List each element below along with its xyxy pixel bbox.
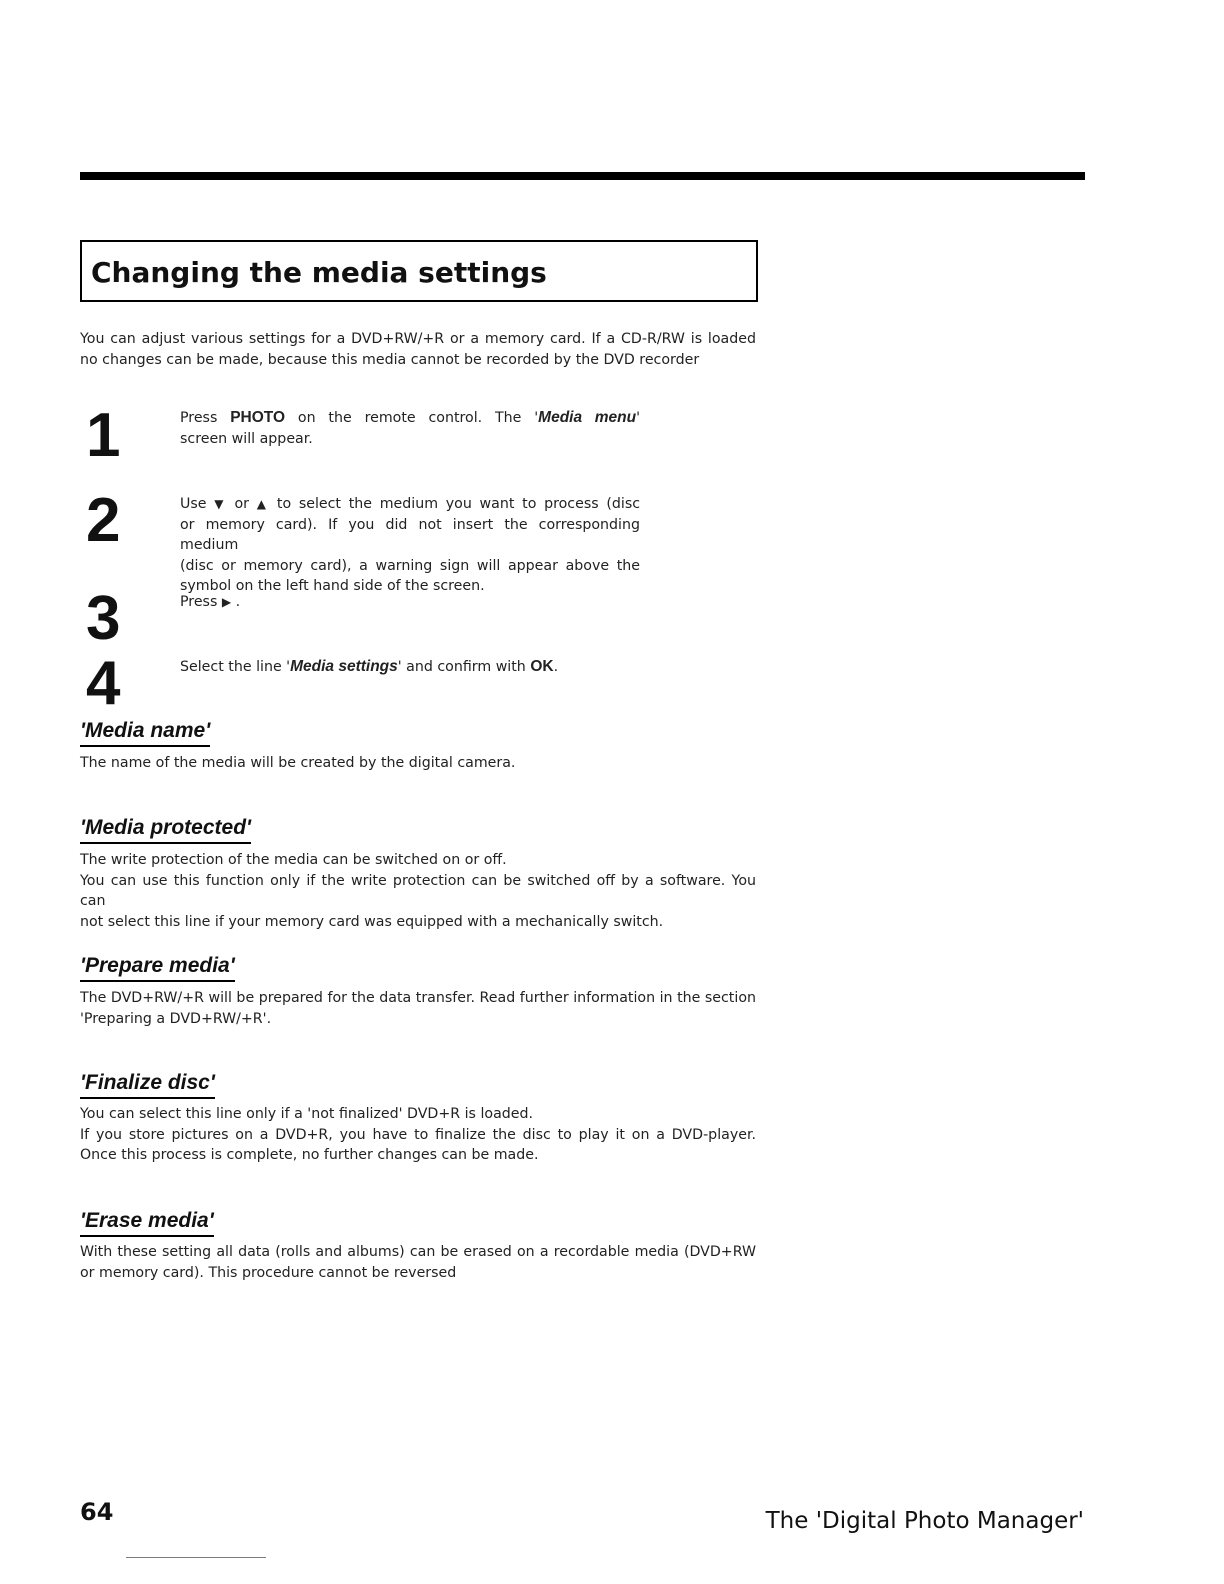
step-number: 3	[86, 584, 121, 653]
photo-key: PHOTO	[230, 409, 286, 426]
section-line: If you store pictures on a DVD+R, you have to finalize the disc to play it on a DVD-player.	[80, 1126, 756, 1143]
menu-item: Media settings	[290, 658, 398, 675]
ok-key: OK	[530, 658, 554, 675]
step-number: 2	[86, 486, 121, 555]
step-text-part: '	[636, 410, 640, 426]
top-rule	[80, 172, 1085, 180]
section-heading: 'Erase media'	[80, 1208, 214, 1237]
step-text-line: or memory card). If you did not insert the corresponding medium	[180, 516, 640, 553]
section-line: 'Preparing a DVD+RW/+R'.	[80, 1010, 272, 1027]
down-arrow-icon: ▼	[214, 497, 227, 511]
page-title: Changing the media settings	[91, 256, 547, 289]
step-text-part: to select the medium you want to process (disc	[276, 496, 641, 512]
step-text-part: ' and confirm with	[397, 659, 526, 675]
step-text-part: Press	[180, 594, 218, 610]
intro-line: You can adjust various settings for a DVD+RW/+R or a memory card. If a CD-R/RW is loaded	[80, 331, 756, 347]
section-line: You can select this line only if a 'not finalized' DVD+R is loaded.	[80, 1106, 534, 1122]
step-text-part: Press	[180, 410, 218, 426]
title-box	[80, 240, 758, 302]
step-number: 1	[86, 401, 121, 470]
section-line: not select this line if your memory card was equipped with a mechanically switch.	[80, 913, 664, 930]
section-line: You can use this function only if the write protection can be switched off by a software. You can	[80, 872, 756, 909]
step-text-line: screen will appear.	[180, 430, 313, 447]
section-heading: 'Media protected'	[80, 815, 251, 844]
section-body	[80, 850, 756, 932]
section-heading: 'Media name'	[80, 718, 210, 747]
page-number: 64	[80, 1498, 114, 1526]
step-text	[180, 657, 740, 678]
step-number: 4	[86, 649, 121, 718]
section-line: With these setting all data (rolls and albums) can be erased on a recordable media (DVD+RW	[80, 1244, 756, 1260]
right-arrow-icon: ▶	[221, 595, 232, 609]
step-text-part: or	[234, 496, 249, 512]
intro-paragraph	[80, 329, 756, 370]
section-heading: 'Prepare media'	[80, 953, 235, 982]
step-text-line: (disc or memory card), a warning sign will appear above the	[180, 557, 640, 574]
menu-name: Media menu	[538, 409, 637, 426]
section-line: Once this process is complete, no further changes can be made.	[80, 1147, 539, 1163]
step-text-part: Use	[180, 496, 207, 512]
section-line: The write protection of the media can be switched on or off.	[80, 852, 507, 868]
up-arrow-icon: ▲	[256, 497, 270, 511]
scan-artifact-line	[126, 1557, 266, 1558]
section-body	[80, 988, 756, 1029]
step-text-part: .	[553, 659, 559, 675]
section-body	[80, 1242, 756, 1283]
intro-line: no changes can be made, because this media cannot be recorded by the DVD recorder	[80, 351, 700, 368]
section-heading: 'Finalize disc'	[80, 1070, 215, 1099]
step-text-line: symbol on the left hand side of the screen.	[180, 578, 485, 594]
footer-chapter-title: The 'Digital Photo Manager'	[765, 1508, 1084, 1534]
section-body	[80, 753, 756, 774]
section-line: The DVD+RW/+R will be prepared for the data transfer. Read further information in the section	[80, 990, 756, 1006]
section-body	[80, 1104, 756, 1166]
step-text	[180, 494, 640, 597]
step-text	[180, 408, 640, 449]
step-text-part: Select the line '	[180, 659, 291, 675]
section-line: The name of the media will be created by the digital camera.	[80, 755, 516, 771]
section-line: or memory card). This procedure cannot be reversed	[80, 1264, 457, 1281]
step-text	[180, 592, 640, 613]
step-text-part: .	[235, 594, 241, 610]
step-text-part: on the remote control. The '	[297, 410, 539, 426]
